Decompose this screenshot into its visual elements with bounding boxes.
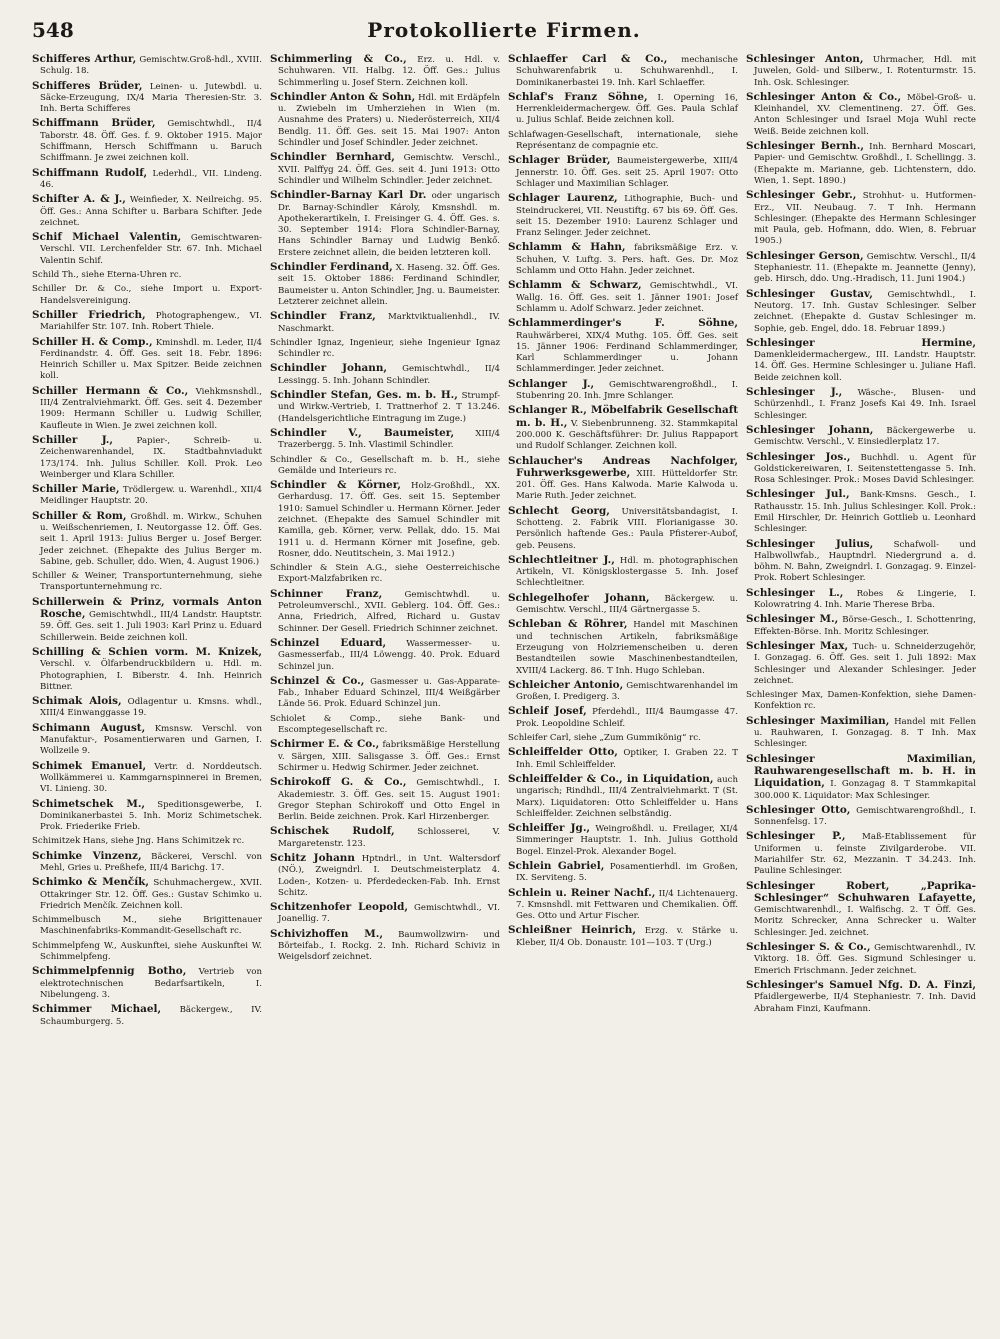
- entry-firm-name: Schimann August,: [32, 721, 146, 734]
- entry-firm-name: Schifferes Arthur,: [32, 54, 137, 65]
- entry-firm-name: Schlesinger Robert, „Paprika-Schlesinger“ Schuhwaren Lafayette,: [746, 879, 976, 904]
- entry-firm-name: Schiller Hermann & Co.,: [32, 384, 189, 397]
- entry-details: Hptndrl., in Unt. Waltersdorf (NÖ.), Zweigndrl. I. Deutschmeisterplatz 4. Loden-, Kotzen- u. Pferdedecken-Fab. Inh. Ernst Schitz.: [278, 854, 500, 898]
- entry-details: Schimmelpfeng W., Auskunftei, siehe Auskunftei W. Schimmelpfeng.: [32, 940, 262, 963]
- entry-firm-name: Schif Michael Valentin,: [32, 231, 182, 244]
- entry-details: Schuhmachergew., XVII. Ottakringer Str. 12. Öff. Ges.: Gustav Schimko u. Friedrich Menčík. Zeichnen koll.: [40, 878, 262, 911]
- entry-firm-name: Schlesinger M.,: [746, 613, 839, 626]
- entry-details: Erz. u. Hdl. v. Schuhwaren. VII. Halbg. 12. Öff. Ges.: Julius Schimmerling u. Josef Stern. Zeichnen koll.: [278, 55, 500, 88]
- entry-firm-name: Schlesinger Jos.,: [746, 450, 851, 463]
- entry-details: Gemischtwarenhdl., I. Walfischg. 2. T Öff. Ges. Moritz Schrecker, Anna Schrecker u. Walter Schlesinger. Jed. zeichnet.: [754, 905, 976, 938]
- directory-entry: [270, 311, 500, 335]
- entry-firm-name: Schirmer E. & Co.,: [270, 738, 380, 751]
- entry-firm-name: Schimek Emanuel,: [32, 759, 147, 772]
- entry-firm-name: Schimmer Michael,: [32, 1003, 162, 1016]
- entry-details: II/4 Lichtenauerg. 7. Kmsnshdl. mit Fettwaren und Chemikalien. Öff. Ges. Otto und Artur Fischer.: [516, 888, 738, 922]
- entry-details: Hdl. m. photographischen Artikeln, VI. Königsklostergasse 5. Inh. Josef Schlechtleitner.: [516, 555, 738, 589]
- directory-entry: [32, 81, 262, 116]
- entry-details: Gemischtwhdl. u. Petroleumverschl., XVII. Geblerg. 104. Öff. Ges.: Anna, Friedrich, Alfred, Richard u. Gustav Schinner. Der Gesell. Friedrich Schinner zeichnet.: [278, 589, 500, 634]
- entry-details: Bäckergew. u. Gemischtw. Verschl., III/4 Gärtnergasse 5.: [516, 593, 738, 616]
- directory-entry: [746, 716, 976, 751]
- directory-entry: [270, 152, 500, 187]
- directory-entry: [746, 754, 976, 802]
- entry-details: Schlesinger Max, Damen-Konfektion, siehe Damen-Konfektion rc.: [746, 690, 976, 712]
- entry-firm-name: Schlammerdinger's F. Söhne,: [508, 317, 738, 330]
- entry-firm-name: Schitzenhofer Leopold,: [270, 901, 408, 914]
- entry-firm-name: Schlaeffer Carl & Co.,: [508, 54, 668, 65]
- column-4: [746, 54, 976, 1324]
- entry-firm-name: Schiller H. & Comp.,: [32, 335, 153, 348]
- entry-details: Handel mit Fellen u. Rauhwaren, I. Gonzagag. 8. T Inh. Max Schlesinger.: [754, 716, 976, 750]
- entry-details: Holz-Großhdl., XX. Gerhardusg. 17. Öff. Ges. seit 15. September 1910: Samuel Schindler u. Hermann Körner. Jeder zeichnet. (Ehepakte des Samuel Schindler mit Kamilla, geb. Körner, verw. Pellak, ddo. 15. Mai 1911 u. d. Hermann Körner mit Josefine, geb. Rosner, ddo. Neutitschein, 3. Mai 1912.): [278, 481, 500, 559]
- directory-entry: [746, 190, 976, 247]
- entry-details: Handel mit Maschinen und technischen Artikeln, fabriksmäßige Erzeugung von Holzriemenscheiben u. deren Bestandteilen sowie Maschinenbestandteilen, XVIII/4 Lackerg. 86. T Inh. Hugo Schleban.: [516, 620, 739, 676]
- entry-firm-name: Schiller & Rom,: [32, 509, 127, 522]
- entry-details: Maß-Etablissement für Uniformen u. feinste Zivilgarderobe. VII. Mariahilfer Str. 62, Mezzanin. T 34.243. Inh. Pauline Schlesinger.: [754, 832, 976, 877]
- entry-firm-name: Schindler Johann,: [270, 362, 388, 375]
- entry-firm-name: Schlesinger Jul.,: [746, 488, 850, 501]
- entry-details: V. Siebenbrunneng. 32. Stammkapital 200.000 K. Geschäftsführer: Dr. Julius Rappaport und Rudolf Schlanger. Zeichnen koll.: [516, 418, 738, 452]
- entry-firm-name: Schlaf's Franz Söhne,: [508, 90, 648, 103]
- entry-details: Gemischtwarengroßhdl., I. Stubenring 20. Inh. Jmre Schlanger.: [516, 379, 738, 402]
- entry-details: Börse-Gesch., I. Schottenring, Effekten-Börse. Inh. Moritz Schlesinger.: [754, 615, 976, 637]
- entry-firm-name: Schinner Franz,: [270, 587, 383, 600]
- directory-entry: [508, 823, 738, 858]
- directory-entry: [508, 861, 738, 885]
- entry-details: Gemischtwhdl., II/4 Taborstr. 48. Öff. Ges. f. 9. Oktober 1915. Major Schiffmann, Hersch Schiffmann u. Baruch Schiffmann. Je zwei zeichnen koll.: [40, 119, 262, 164]
- entry-details: Schindler Ignaz, Ingenieur, siehe Ingenieur Ignaz Schindler rc.: [270, 337, 500, 360]
- directory-entry: [32, 877, 262, 912]
- directory-entry: [508, 456, 738, 503]
- directory-entry: [270, 92, 500, 149]
- directory-entry: [270, 428, 500, 452]
- entry-details: XIII/4 Trazerbergg. 5. Inh. Vlastimil Schindler.: [278, 428, 501, 451]
- directory-entry: [270, 739, 500, 774]
- entry-firm-name: Schindler Ferdinand,: [270, 261, 393, 274]
- directory-entry: [32, 851, 262, 875]
- entry-firm-name: Schiller Friedrich,: [32, 308, 146, 321]
- directory-entry: [32, 194, 262, 229]
- directory-entry: [32, 284, 262, 307]
- entry-details: auch ungarisch; Rindhdl., III/4 Zentralviehmarkt. T (St. Marx). Liquidatoren: Otto Schleiffelder u. Hans Schleiffelder. Zeichnen selbständig.: [516, 774, 738, 819]
- entry-firm-name: Schimetschek M.,: [32, 797, 146, 810]
- entry-firm-name: Schindler & Körner,: [270, 479, 402, 492]
- directory-entry: [508, 888, 738, 923]
- entry-firm-name: Schlesinger Anton & Co.,: [746, 90, 902, 103]
- directory-entry: [508, 506, 738, 552]
- entry-firm-name: Schimko & Menčík,: [32, 876, 149, 889]
- entry-firm-name: Schindler Stefan, Ges. m. b. H.,: [270, 389, 458, 402]
- entry-details: Schild Th., siehe Eterna-Uhren rc.: [32, 270, 182, 281]
- entry-details: Bäckerei, Verschl. von Mehl, Gries u. Preßhefe, III/4 Barichg. 17.: [40, 851, 262, 873]
- directory-entry: [32, 337, 262, 383]
- entry-firm-name: Schlein Gabriel,: [508, 860, 605, 872]
- entry-details: Papier-, Schreib- u. Zeichenwarenhandel, IX. Stadtbahnviadukt 173/174. Inh. Julius Schiller. Koll. Prok. Leo Weinberger und Klara Schiller.: [40, 435, 262, 480]
- page-number: 548: [32, 18, 74, 42]
- directory-entry: [32, 484, 262, 508]
- entry-details: Baumeistergewerbe, XIII/4 Jennerstr. 10. Öff. Ges. seit 25. April 1907: Otto Schlager und Maximilian Schlager.: [516, 156, 738, 189]
- entry-details: Robes & Lingerie, I. Kolowratring 4. Inh. Marie Therese Brba.: [754, 588, 976, 611]
- entry-firm-name: Schiller J.,: [32, 433, 114, 446]
- entry-firm-name: Schiffmann Rudolf,: [32, 166, 148, 179]
- directory-entry: [508, 706, 738, 730]
- entry-details: Bank-Kmsns. Gesch., I. Rathausstr. 15. Inh. Julius Schlesinger. Koll. Prok.: Emil Hirschler, Dr. Heinrich Gottlieb u. Leonhard Schlesinger.: [754, 490, 976, 535]
- directory-entry: [746, 251, 976, 286]
- entry-details: Verschl. v. Ölfarbendruckbildern u. Hdl. m. Photographien, I. Biberstr. 4. Inh. Heinrich Bittner.: [40, 659, 262, 692]
- entry-firm-name: Schlanger J.,: [508, 377, 595, 390]
- directory-entry: [32, 435, 262, 481]
- entry-firm-name: Schlesinger Gerson,: [746, 249, 864, 262]
- entry-firm-name: Schlesinger L.,: [746, 586, 844, 599]
- entry-firm-name: Schlesinger Gebr.,: [746, 189, 857, 202]
- directory-entry: [32, 386, 262, 432]
- entry-details: Gemischtwarenhdl., IV. Viktorg. 18. Öff. Ges. Sigmund Schlesinger u. Emerich Frischmann. Jeder zeichnet.: [754, 943, 976, 976]
- entry-firm-name: Schlesinger Maximilian,: [746, 714, 890, 727]
- directory-entry: [32, 310, 262, 334]
- entry-details: Erzg. v. Stärke u. Kleber, II/4 Ob. Donaustr. 101—103. T (Urg.): [516, 926, 738, 948]
- entry-firm-name: Schimak Alois,: [32, 695, 122, 708]
- directory-entry: [508, 593, 738, 617]
- entry-details: Gemischtwhdl., VI. Wallg. 16. Öff. Ges. seit 1. Jänner 1901: Josef Schlamm u. Adolf Schwarz. Jeder zeichnet.: [516, 281, 738, 314]
- entry-details: Weingroßhdl. u. Freilager, XI/4 Simmeringer Hauptstr. 1. Inh. Julius Gotthold Bogel. Einzel-Prok. Alexander Bogel.: [516, 824, 738, 857]
- entry-firm-name: Schimmelpfennig Botho,: [32, 965, 187, 978]
- entry-firm-name: Schleif Josef,: [508, 705, 587, 718]
- directory-entry: [32, 232, 262, 267]
- directory-entry: [32, 270, 262, 281]
- entry-details: Speditionsgewerbe, I. Dominikanerbastei 5. Inh. Moriz Schimetschek. Prok. Friederike Frieb.: [40, 799, 262, 833]
- directory-entry: [32, 761, 262, 796]
- entry-firm-name: Schirokoff G. & Co.,: [270, 776, 407, 789]
- directory-entry: [746, 289, 976, 335]
- entry-details: Gemischtw. Verschl., XVII. Palffyg 24. Öff. Ges. seit 4. Juni 1913: Otto Schindler und Wilhelm Schindler. Jeder zeichnet.: [278, 153, 500, 186]
- entry-details: Wassermesser- u. Gasmesserfab., III/4 Löwengg. 40. Prok. Eduard Schinzel jun.: [278, 638, 501, 672]
- entry-details: Gemischtw.Groß-hdl., XVIII. Schulg. 18.: [40, 55, 262, 77]
- directory-entry: [508, 379, 738, 403]
- column-2: [270, 54, 500, 1324]
- directory-entry: [746, 489, 976, 535]
- entry-firm-name: Schlesinger Anton,: [746, 54, 864, 65]
- directory-entry: [32, 966, 262, 1001]
- entry-details: Lithographie, Buch- und Steindruckerei, VII. Neustiftg. 67 bis 69. Öff. Ges. seit 15. Dezember 1910: Laurenz Schlager und Franz Selinger. Jeder zeichnet.: [516, 194, 738, 239]
- entry-firm-name: Schlager Brüder,: [508, 154, 611, 167]
- entry-columns: [32, 54, 976, 1324]
- directory-entry: [508, 925, 738, 949]
- entry-details: Schindler & Co., Gesellschaft m. b. H., siehe Gemälde und Interieurs rc.: [270, 454, 500, 476]
- entry-details: mechanische Schuhwarenfabrik u. Schuhwarenhdl., I. Dominikanerbastei 19. Inh. Karl Schlaeffer.: [516, 55, 739, 88]
- entry-firm-name: Schlechtleitner J.,: [508, 553, 615, 566]
- entry-firm-name: Schlanger R., Möbelfabrik Gesellschaft m. b. H.,: [508, 404, 738, 429]
- directory-entry: [270, 714, 500, 737]
- directory-entry: [32, 915, 262, 938]
- directory-entry: [270, 54, 500, 89]
- directory-entry: [746, 425, 976, 449]
- directory-entry: [270, 338, 500, 361]
- directory-entry: [746, 881, 976, 939]
- entry-details: Schlafwagen-Gesellschaft, internationale, siehe Représentanz de compagnie etc.: [508, 129, 738, 152]
- entry-details: Schiolet & Comp., siehe Bank- und Escomptegesellschaft rc.: [270, 713, 500, 736]
- entry-details: I. Gonzagag 8. T Stammkapital 300.000 K. Liquidator: Max Schlesinger.: [754, 779, 976, 801]
- directory-entry: [508, 774, 738, 820]
- page-header: [32, 16, 976, 54]
- directory-entry: [32, 647, 262, 693]
- directory-entry: [508, 280, 738, 315]
- entry-details: Bäckergewerbe u. Gemischtw. Verschl., V. Einsiedlerplatz 17.: [754, 425, 976, 448]
- entry-firm-name: Schlesinger's Samuel Nfg. D. A. Finzi,: [746, 978, 976, 991]
- entry-details: Trödlergew. u. Warenhdl., XII/4 Meidlinger Hauptstr. 20.: [40, 485, 262, 507]
- entry-firm-name: Schlesinger Bernh.,: [746, 140, 864, 153]
- entry-details: Posamentierhdl. im Großen, IX. Serviteng. 5.: [516, 862, 738, 884]
- directory-entry: [508, 130, 738, 153]
- directory-entry: [270, 363, 500, 387]
- directory-entry: [508, 405, 738, 452]
- entry-details: Damenkleidermachergew., III. Landstr. Hauptstr. 14. Öff. Ges. Hermine Schlesinger u. Juliane Hafl. Beide zeichnen koll.: [754, 350, 976, 383]
- directory-entry: [508, 242, 738, 277]
- entry-firm-name: Schleiffelder & Co., in Liquidation,: [508, 772, 714, 785]
- entry-firm-name: Schlesinger P.,: [746, 830, 846, 843]
- entry-details: Gemischtwarenhandel im Großen, I. Predigerg. 3.: [516, 680, 739, 703]
- entry-details: Pferdehdl., III/4 Baumgasse 47. Prok. Leopoldine Schleif.: [516, 707, 738, 729]
- entry-firm-name: Schitz Johann: [270, 852, 355, 864]
- entry-firm-name: Schifferes Brüder,: [32, 79, 143, 92]
- entry-firm-name: Schimke Vinzenz,: [32, 849, 142, 862]
- entry-details: Vertr. d. Norddeutsch. Wollkämmerei u. Kammgarnspinnerei in Bremen, VI. Linieng. 30.: [40, 761, 262, 795]
- entry-details: Strumpf- und Wirkw.-Vertrieb, I. Trattnerhof 2. T 13.246. (Handelsgerichtliche Eintragung im Zuge.): [278, 391, 501, 424]
- directory-entry: [270, 262, 500, 308]
- entry-firm-name: Schlesinger S. & Co.,: [746, 941, 871, 954]
- directory-entry: [32, 723, 262, 758]
- entry-firm-name: Schillerwein & Prinz, vormals Anton Rosche,: [32, 595, 262, 621]
- directory-entry: [746, 805, 976, 829]
- entry-details: Lederhdl., VII. Lindeng. 46.: [40, 168, 262, 190]
- directory-entry: [32, 118, 262, 164]
- entry-details: Viehkmsnshdl., III/4 Zentralviehmarkt. Öff. Ges. seit 4. Dezember 1909: Hermann Schiller u. Ludwig Schiller, Kaufleute in Wien. Je zwei zeichnen koll.: [40, 386, 263, 431]
- directory-entry: [508, 747, 738, 771]
- entry-details: Bäckergew., IV. Schaumburgerg. 5.: [40, 1005, 262, 1027]
- directory-entry: [270, 902, 500, 926]
- column-1: [32, 54, 262, 1324]
- entry-firm-name: Schleban & Röhrer,: [508, 618, 628, 631]
- entry-firm-name: Schlesinger Julius,: [746, 537, 874, 550]
- entry-firm-name: Schleicher Antonio,: [508, 678, 624, 691]
- directory-entry: [270, 390, 500, 425]
- directory-entry: [270, 929, 500, 964]
- entry-firm-name: Schlesinger Gustav,: [746, 287, 873, 300]
- entry-details: Odlagentur u. Kmsns. whdl., XIII/4 Einwanggasse 19.: [40, 697, 263, 719]
- entry-details: I. Operning 16, Herrenkleidermachergew. Öff. Ges. Paula Schlaf u. Julius Schlaf. Beide zeichnen koll.: [516, 92, 739, 126]
- entry-firm-name: Schifter A. & J.,: [32, 193, 126, 206]
- directory-entry: [32, 597, 262, 644]
- directory-entry: [32, 571, 262, 594]
- entry-firm-name: Schlamm & Schwarz,: [508, 279, 642, 292]
- entry-details: Weinfieder, X. Neilreichg. 95. Öff. Ges.: Anna Schifter u. Barbara Schifter. Jede zeichnet.: [40, 195, 262, 228]
- entry-firm-name: Schleiffer Jg.,: [508, 822, 591, 835]
- directory-entry: [270, 480, 500, 560]
- directory-entry: [746, 942, 976, 977]
- entry-details: X. Haseng. 32. Öff. Ges. seit 15. Oktober 1886: Ferdinand Schindler, Baumeister u. Anton Schindler, Jng. u. Baumeister. Letzterer zeichnet allein.: [278, 263, 501, 307]
- entry-details: Schindler & Stein A.G., siehe Oesterreichische Export-Malzfabriken rc.: [270, 563, 500, 585]
- directory-entry: [746, 539, 976, 585]
- directory-entry: [508, 619, 738, 676]
- entry-details: Buchhdl. u. Agent für Goldstickereiwaren, I. Seitenstettengasse 5. Inh. Rosa Schlesinger. Prok.: Moses David Schlesinger.: [754, 452, 976, 486]
- entry-firm-name: Schlesinger Hermine,: [746, 336, 976, 349]
- entry-details: Gemischtwhdl., I. Neutorg. 17. Inh. Gustav Schlesinger. Selber zeichnet. (Ehepakte d. Gustav Schlesinger m. Sophie, geb. Engel, ddo. 18. Februar 1899.): [754, 289, 976, 334]
- directory-entry: [746, 588, 976, 612]
- directory-entry: [746, 387, 976, 422]
- entry-firm-name: Schlesinger J.,: [746, 386, 843, 399]
- entry-details: oder ungarisch Dr. Barnay-Schindler Károly, Kmsnshdl. m. Apothekerartikeln, I. Freisinger G. 4. Öff. Ges. s. 30. September 1914: Flora Schindler-Barnay, Hans Schindler Barnay und Ludwig Benkő. Erstere zeichnet allein, die beiden letzteren koll.: [278, 191, 500, 258]
- entry-firm-name: Schindler-Barnay Karl Dr.: [270, 189, 427, 202]
- directory-entry: [746, 831, 976, 877]
- entry-firm-name: Schindler Anton & Sohn,: [270, 90, 416, 103]
- directory-entry: [508, 155, 738, 190]
- entry-details: Schiller & Weiner, Transportunternehmung, siehe Transportunternehmung rc.: [32, 571, 262, 593]
- entry-firm-name: Schiffmann Brüder,: [32, 117, 156, 130]
- directory-entry: [270, 853, 500, 899]
- entry-firm-name: Schiller Marie,: [32, 483, 120, 496]
- directory-entry: [508, 193, 738, 239]
- directory-entry: [270, 589, 500, 635]
- directory-entry: [32, 54, 262, 78]
- directory-entry: [270, 638, 500, 673]
- entry-details: Baumwollzwirn- und Börteifab., I. Rockg. 2. Inh. Richard Schiviz in Weigelsdorf zeichnet.: [278, 929, 500, 963]
- directory-entry: [270, 777, 500, 823]
- entry-details: Kmsnsw. Verschl. von Manufaktur-, Posamentierwaren und Garnen, I. Wollzeile 9.: [40, 723, 262, 757]
- directory-entry: [508, 555, 738, 590]
- entry-details: Wäsche-, Blusen- und Schürzenhdl., I. Franz Josefs Kai 49. Inh. Israel Schlesinger.: [754, 388, 976, 421]
- entry-details: Marktviktualienhdl., IV. Naschmarkt.: [278, 312, 501, 334]
- directory-entry: [32, 941, 262, 964]
- entry-firm-name: Schlesinger Maximilian, Rauhwarengesellschaft m. b. H. in Liquidation,: [746, 752, 976, 790]
- directory-entry: [746, 452, 976, 487]
- directory-entry: [746, 54, 976, 89]
- entry-details: Gemischtwaren-Verschl. VII. Lerchenfelder Str. 67. Inh. Michael Valentin Schif.: [40, 233, 263, 266]
- directory-entry: [270, 455, 500, 478]
- entry-firm-name: Schleiffelder Otto,: [508, 746, 618, 759]
- entry-details: Schimmelbusch M., siehe Brigittenauer Maschinenfabriks-Kommandit-Gesellschaft rc.: [32, 915, 262, 937]
- entry-details: fabriksmäßige Erz. v. Schuhen, V. Luftg. 3. Pers. haft. Ges. Dr. Moz Schlamm und Otto Hahn. Jeder zeichnet.: [516, 243, 738, 277]
- entry-firm-name: Schindler Franz,: [270, 310, 376, 323]
- entry-details: fabriksmäßige Herstellung v. Särgen, XIII. Salisgasse 3. Öff. Ges.: Ernst Schirmer u. Hedwig Schirmer. Jeder zeichnet.: [278, 740, 500, 773]
- entry-firm-name: Schlecht Georg,: [508, 504, 610, 517]
- directory-entry: [270, 190, 500, 259]
- directory-entry: [508, 680, 738, 704]
- entry-details: Gasmesser u. Gas-Apparate-Fab., Inhaber Eduard Schinzel, III/4 Weißgärber Lände 56. Prok. Eduard Schinzel jun.: [278, 676, 501, 710]
- entry-details: Tuch- u. Schneiderzugehör, I. Gonzagag. 6. Öff. Ges. seit 1. Juli 1892: Max Schlesinger und Alexander Schlesinger. Jeder zeichnet.: [754, 641, 976, 686]
- entry-firm-name: Schlager Laurenz,: [508, 192, 618, 205]
- entry-firm-name: Schindler V., Baumeister,: [270, 426, 455, 439]
- entry-firm-name: Schimmerling & Co.,: [270, 54, 407, 65]
- entry-details: Pfaidlergewerbe, II/4 Stephaniestr. 7. Inh. David Abraham Finzi, Kaufmann.: [754, 992, 976, 1014]
- entry-firm-name: Schlein u. Reiner Nachf.,: [508, 886, 656, 899]
- directory-entry: [270, 676, 500, 711]
- entry-firm-name: Schlesinger Johann,: [746, 423, 874, 436]
- entry-details: Strohhut- u. Hutformen-Erz., VII. Neubaug. 7. T Inh. Hermann Schlesinger. (Ehepakte des Hermann Schlesinger mit Paula, geb. Hofmann, ddo. Wien, 8. Februar 1905.): [754, 191, 976, 247]
- entry-details: Schleifer Carl, siehe „Zum Gummikönig“ rc.: [508, 733, 701, 744]
- entry-firm-name: Schlesinger Max,: [746, 639, 849, 652]
- entry-details: Gemischtwhdl., I. Akademiestr. 3. Öff. Ges. seit 15. August 1901: Gregor Stephan Schirokoff und Otto Engel in Berlin. Beide zeichnen. Prok. Karl Hirzenberger.: [278, 778, 500, 823]
- directory-entry: [32, 799, 262, 834]
- entry-firm-name: Schlamm & Hahn,: [508, 241, 626, 254]
- entry-details: Universitätsbandagist, I. Schotteng. 2. Fabrik VIII. Florianigasse 30. Persönlich haftende Ges.: Paula Pfisterer-Aubof, geb. Peusens.: [516, 506, 738, 551]
- directory-entry: [32, 511, 262, 568]
- entry-firm-name: Schindler Bernhard,: [270, 151, 395, 164]
- directory-entry: [746, 338, 976, 384]
- entry-details: Gemischtw. Verschl., II/4 Stephaniestr. 11. (Ehepakte m. Jeannette (Jenny), geb. Hirsch, ddo. Ung.-Hradisch, 11. Juni 1904.): [754, 251, 976, 285]
- entry-details: Gemischtwarengroßhdl., I. Sonnenfelsg. 17.: [754, 805, 976, 828]
- entry-details: Gemischtwhdl., VI. Joanellig. 7.: [278, 903, 500, 925]
- directory-entry: [508, 54, 738, 89]
- entry-details: Gemischtwhdl., II/4 Lessingg. 5. Inh. Johann Schindler.: [278, 364, 500, 386]
- entry-details: Schimitzek Hans, siehe Jng. Hans Schimitzek rc.: [32, 836, 245, 847]
- entry-firm-name: Schlegelhofer Johann,: [508, 591, 650, 604]
- directory-entry: [746, 141, 976, 187]
- directory-entry: [508, 318, 738, 375]
- column-3: [508, 54, 738, 1324]
- directory-entry: [270, 563, 500, 586]
- entry-details: Hdl. mit Erdäpfeln u. Zwiebeln im Umherziehen in Wien (m. Ausnahme des Praters) u. Niederösterreich, XII/4 Bendlg. 11. Öff. Ges. seit 15. Mai 1907: Anton Schindler und Josef Schindler. Jeder zeichnet.: [278, 92, 500, 149]
- directory-entry: [508, 733, 738, 744]
- entry-details: Rauhwärberei, XIX/4 Muthg. 105. Öff. Ges. seit 15. Jänner 1906: Ferdinand Schlammerdinger, Karl Schlammerdinger u. Johann Schlammerdinger. Jeder zeichnet.: [516, 330, 738, 375]
- directory-entry: [508, 92, 738, 127]
- entry-details: Schafwoll- und Halbwollwfab., Hauptndrl. Niedergrund a. d. böhm. N. Bahn, Zweigndrl. I. Gonzagag. 9. Einzel-Prok. Robert Schlesinger.: [754, 539, 976, 584]
- entry-details: Photographengew., VI. Mariahilfer Str. 107. Inh. Robert Thiele.: [40, 310, 263, 333]
- entry-firm-name: Schlaucher's Andreas Nachfolger, Fuhrwerksgewerbe,: [508, 454, 738, 479]
- entry-firm-name: Schinzel & Co.,: [270, 674, 365, 687]
- entry-details: XIII. Hütteldorfer Str. 201. Öff. Ges. Hans Kalwoda. Marie Kalwoda u. Marie Ruth. Jeder zeichnet.: [516, 468, 738, 502]
- directory-entry: [270, 826, 500, 850]
- entry-details: Kminshdl. m. Leder, II/4 Ferdinandstr. 4. Öff. Ges. seit 18. Febr. 1896: Heinrich Schiller u. Max Spitzer. Beide zeichnen koll.: [40, 337, 262, 382]
- directory-entry: [32, 1004, 262, 1028]
- entry-firm-name: Schleißner Heinrich,: [508, 924, 636, 937]
- entry-firm-name: Schinzel Eduard,: [270, 636, 387, 649]
- directory-entry: [32, 836, 262, 847]
- entry-details: Leinen- u. Jutewbdl. u. Säcke-Erzeugung, IX/4 Maria Theresien-Str. 3. Inh. Berta Schifferes: [40, 81, 263, 115]
- entry-firm-name: Schlesinger Otto,: [746, 803, 851, 816]
- directory-entry: [32, 168, 262, 192]
- entry-details: Uhrmacher, Hdl. mit Juwelen, Gold- und Silberw., I. Rotenturmstr. 15. Inh. Osk. Schlesinger.: [754, 55, 976, 88]
- directory-entry: [32, 696, 262, 720]
- entry-firm-name: Schilling & Schien vorm. M. Knizek,: [32, 645, 262, 658]
- directory-entry: [746, 690, 976, 713]
- entry-details: Gemischtwhdl., III/4 Landstr. Hauptstr. 59. Öff. Ges. seit 1. Juli 1903: Karl Prinz u. Eduard Schillerwein. Beide zeichnen koll.: [40, 610, 263, 643]
- directory-entry: [746, 980, 976, 1015]
- entry-details: Schiller Dr. & Co., siehe Import u. Export-Handelsvereinigung.: [32, 284, 262, 306]
- entry-details: Optiker, I. Graben 22. T Inh. Emil Schleiffelder.: [516, 748, 738, 770]
- entry-details: Schlosserei, V. Margaretenstr. 123.: [278, 827, 500, 849]
- entry-details: Möbel-Groß- u. Kleinhandel, XV. Clementineng. 27. Öff. Ges. Anton Schlesinger und Israel Moja Wuhl recte Weiß. Beide zeichnen koll.: [754, 92, 976, 137]
- entry-details: Vertrieb von elektrotechnischen Bedarfsartikeln, I. Nibelungeng. 3.: [40, 967, 263, 1000]
- page-title: Protokollierte Firmen.: [367, 18, 641, 42]
- entry-details: Großhdl. m. Wirkw., Schuhen u. Weißschenriemen, I. Neutorgasse 12. Öff. Ges. seit 1. April 1913: Julius Berger u. Josef Berger. Jeder zeichnet. (Ehepakte des Julius Berger m. Sabine, geb. Schuller, ddo. Wien, 4. August 1906.): [40, 511, 263, 567]
- entry-firm-name: Schivizhoffen M.,: [270, 927, 384, 940]
- entry-details: Inh. Bernhard Moscari, Papier- und Gemischtw. Großhdl., I. Schellingg. 3. (Ehepakte m. Marianne, geb. Lichtenstern, ddo. Wien, 1. Sept. 1890.): [754, 142, 976, 186]
- directory-entry: [746, 641, 976, 687]
- directory-entry: [746, 614, 976, 638]
- directory-entry: [746, 92, 976, 138]
- entry-firm-name: Schischek Rudolf,: [270, 825, 395, 838]
